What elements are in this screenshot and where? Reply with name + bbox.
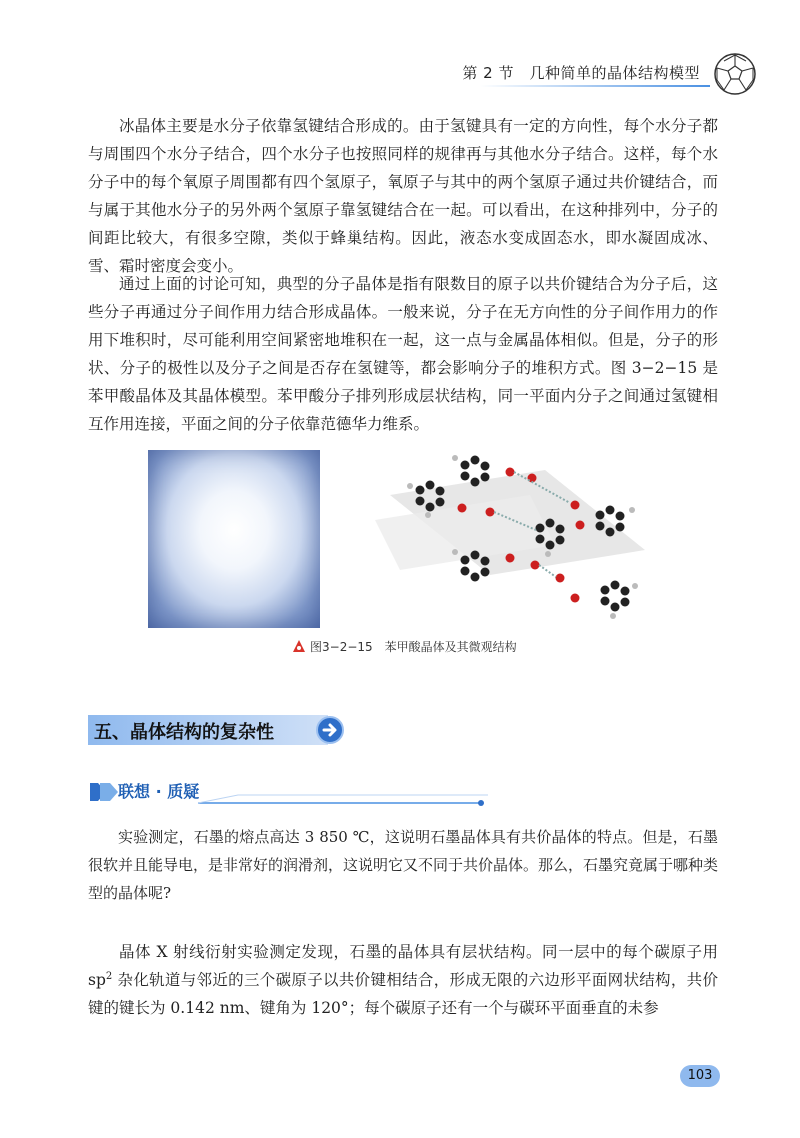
header-title: 第 2 节 几种简单的晶体结构模型: [462, 64, 700, 82]
subsection-title: 联想 · 质疑: [118, 782, 200, 801]
graphite-text-part1: 晶体 X 射线衍射实验测定发现，石墨的晶体具有层状结构。同一层中的每个碳原子用 sp: [88, 943, 718, 989]
paragraph-graphite-structure: [88, 938, 718, 1022]
section-title: 五、晶体结构的复杂性: [94, 722, 274, 743]
arrow-right-circle-icon: [316, 716, 344, 744]
paragraph-graphite-question: 实验测定，石墨的熔点高达 3 850 ℃，这说明石墨晶体具有共价晶体的特点。但是，石墨很软并且能导电，是非常好的润滑剂，这说明它又不同于共价晶体。那么，石墨究竟属于哪种类型的晶体呢?: [88, 828, 719, 902]
benzoic-acid-model-image: [370, 450, 655, 628]
graphite-text-part2: 杂化轨道与邻近的三个碳原子以共价键相结合，形成无限的六边形平面网状结构，共价键的键长为 0.142 nm、键角为 120°；每个碳原子还有一个与碳环平面垂直的未参: [88, 971, 718, 1017]
figure-caption: [292, 638, 517, 655]
paragraph-ice-crystal: 冰晶体主要是水分子依靠氢键结合形成的。由于氢键具有一定的方向性，每个水分子都与周围四个水分子结合，四个水分子也按照同样的规律再与其他水分子结合。这样，每个水分子中的每个氧原子周围都有四个氢原子，氧原子与其中的两个氢原子通过共价键结合，而与属于其他水分子的另外两个氢原子靠氢键结合在一起。可以看出，在这种排列中，分子的间距比较大，有很多空隙，类似于蜂巢结构。因此，液态水变成固态水，即水凝固成冰、雪、霜时密度会变小。: [88, 117, 718, 275]
page-number: 103: [680, 1065, 720, 1087]
benzoic-acid-crystal-photo: [148, 450, 320, 628]
header-rule: [480, 85, 710, 87]
fullerene-icon: [713, 52, 757, 96]
warning-triangle-icon: [292, 639, 306, 653]
page-header: [0, 0, 800, 100]
paragraph-molecular-crystal: 通过上面的讨论可知，典型的分子晶体是指有限数目的原子以共价键结合为分子后，这些分子再通过分子间作用力结合形成晶体。一般来说，分子在无方向性的分子间作用力的作用下堆积时，尽可能利用空间紧密地堆积在一起，这一点与金属晶体相似。但是，分子的形状、分子的极性以及分子之间是否存在氢键等，都会影响分子的堆积方式。图 3−2−15 是苯甲酸晶体及其晶体模型。苯甲酸分子排列形成层状结构，同一平面内分子之间通过氢键相互作用连接，平面之间的分子依靠范德华力维系。: [88, 275, 718, 433]
figure-caption-text: 图3−2−15 苯甲酸晶体及其微观结构: [310, 640, 517, 654]
superscript-two: 2: [105, 970, 113, 982]
